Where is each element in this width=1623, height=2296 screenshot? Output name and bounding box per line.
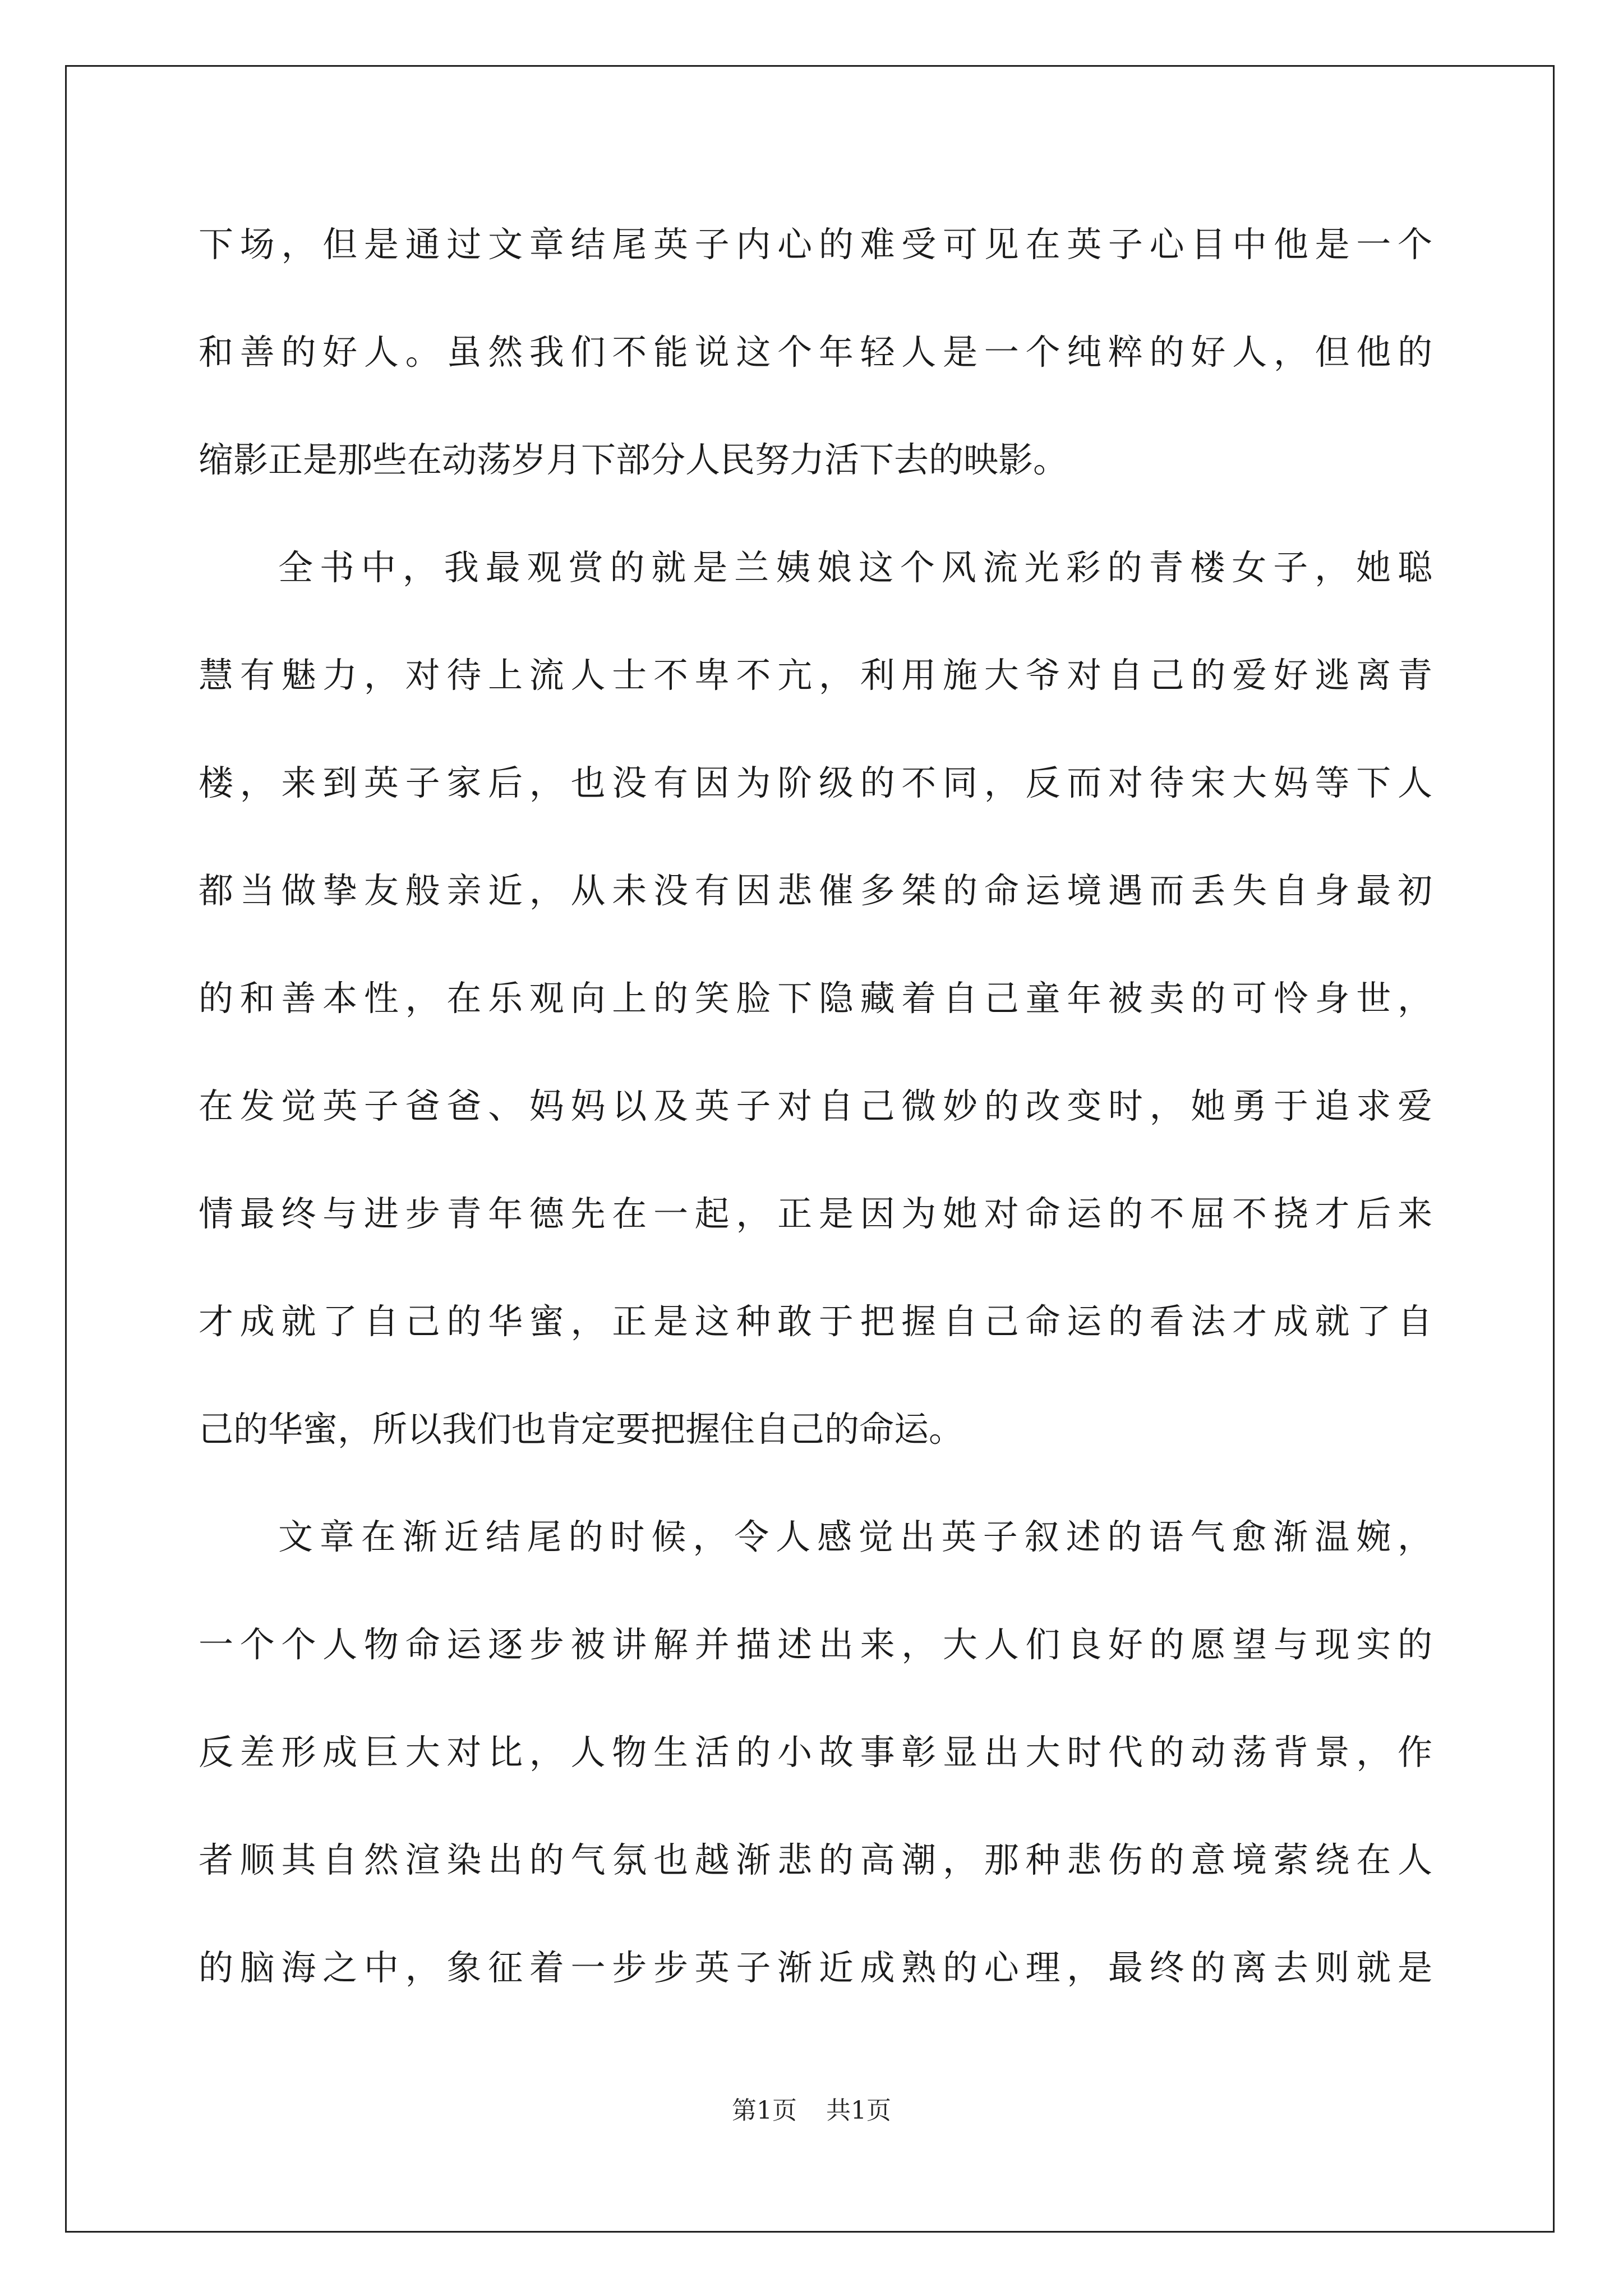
document-body: [199, 209, 1432, 2040]
page-number: 第1页: [732, 2096, 797, 2125]
text-line: 者顺其自然渲染出的气氛也越渐悲的高潮，那种悲伤的意境萦绕在人: [199, 1839, 1432, 1880]
text-line: 己的华蜜，所以我们也肯定要把握住自己的命运。: [199, 1409, 964, 1450]
page-total: 共1页: [826, 2096, 891, 2125]
text-line: 慧有魅力，对待上流人士不卑不亢，利用施大爷对自己的爱好逃离青: [199, 655, 1432, 696]
text-line: 才成就了自己的华蜜，正是这种敢于把握自己命运的看法才成就了自: [199, 1301, 1432, 1342]
text-line: 都当做挚友般亲近，从未没有因悲催多桀的命运境遇而丢失自身最初: [199, 870, 1432, 911]
text-line: 的和善本性，在乐观向上的笑脸下隐藏着自己童年被卖的可怜身世，: [199, 978, 1432, 1019]
text-line: 和善的好人。虽然我们不能说这个年轻人是一个纯粹的好人，但他的: [199, 332, 1432, 372]
text-line: 缩影正是那些在动荡岁月下部分人民努力活下去的映影。: [199, 439, 1068, 480]
text-line: 反差形成巨大对比，人物生活的小故事彰显出大时代的动荡背景，作: [199, 1732, 1432, 1773]
page-footer: [0, 2094, 1623, 2128]
text-line: 在发觉英子爸爸、妈妈以及英子对自己微妙的改变时，她勇于追求爱: [199, 1085, 1432, 1126]
text-line: 一个个人物命运逐步被讲解并描述出来，大人们良好的愿望与现实的: [199, 1624, 1432, 1665]
paragraph-start-line: 全书中，我最观赏的就是兰姨娘这个风流光彩的青楼女子，她聪: [278, 547, 1432, 588]
paragraph-start-line: 文章在渐近结尾的时候，令人感觉出英子叙述的语气愈渐温婉，: [278, 1516, 1432, 1557]
text-line: 的脑海之中，象征着一步步英子渐近成熟的心理，最终的离去则就是: [199, 1947, 1432, 1988]
text-line: 情最终与进步青年德先在一起，正是因为她对命运的不屈不挠才后来: [199, 1193, 1432, 1234]
text-line: 楼，来到英子家后，也没有因为阶级的不同，反而对待宋大妈等下人: [199, 762, 1432, 803]
text-line: 下场，但是通过文章结尾英子内心的难受可见在英子心目中他是一个: [199, 224, 1432, 265]
